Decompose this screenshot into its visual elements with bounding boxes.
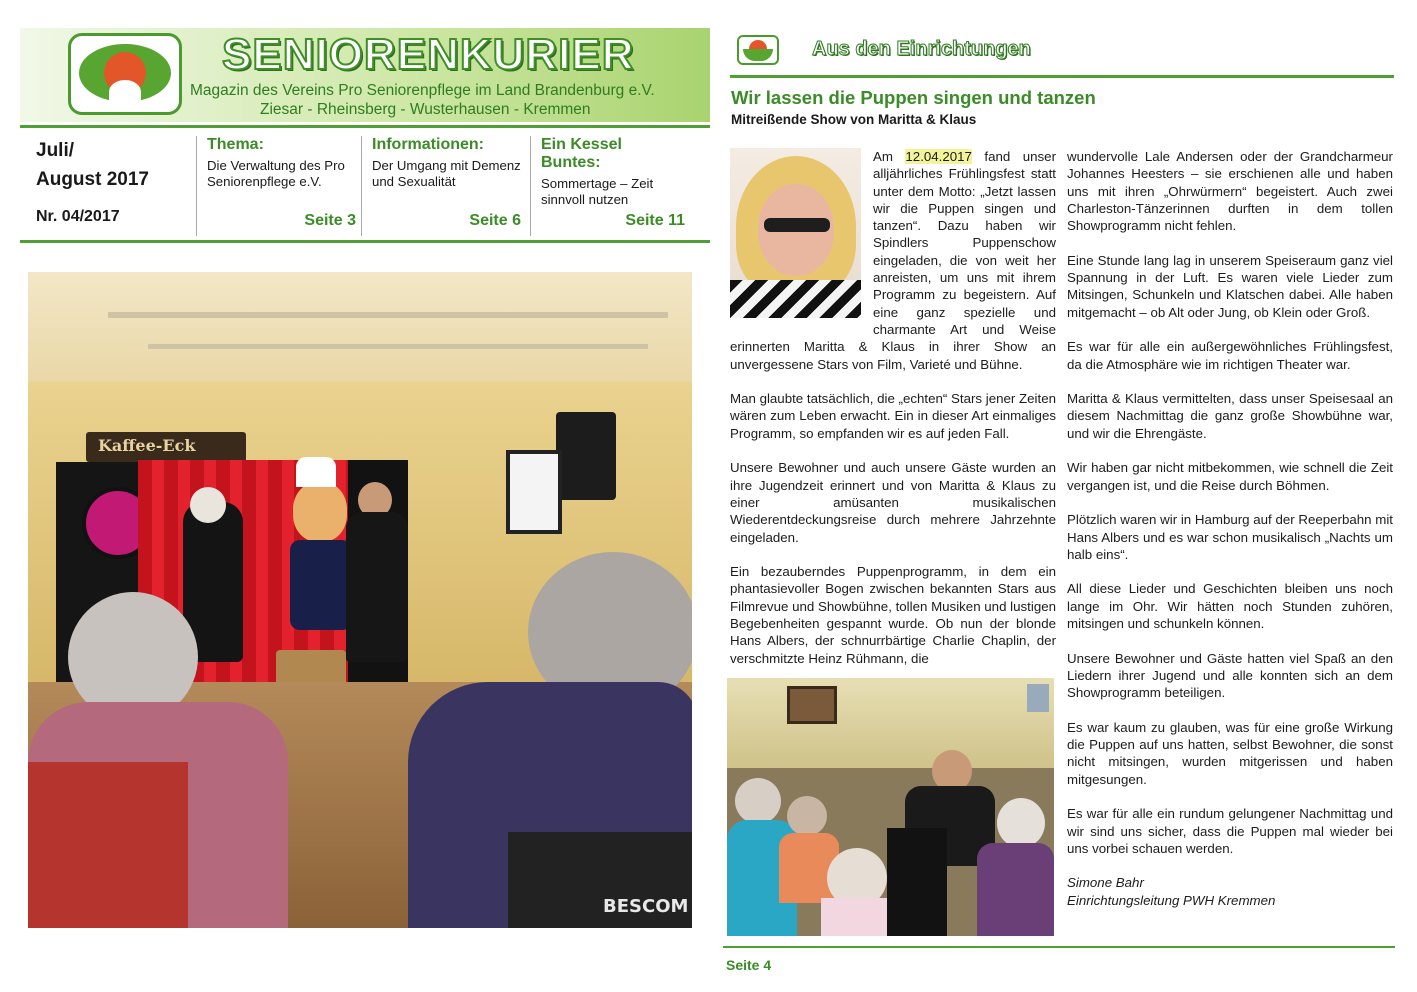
paragraph-6: Eine Stunde lang lag in unserem Speiseraum ganz viel Spannung in der Luft. Es waren viele Lieder zum Mitsingen, Schunkeln und Klatschen dabei. Alle haben mitgemacht – ob Alt oder Jung, ob Klein oder Groß. [1067, 252, 1393, 320]
section-title: Aus den Einrichtungen [812, 38, 1031, 60]
teaser-thema[interactable] [196, 136, 356, 236]
teaser-heading: Informationen: [372, 136, 484, 153]
paragraph-2: Man glaubte tatsächlich, die „echten“ Stars jener Zeiten wären zum Leben erwacht. Ein in dieser Art einmaliges Programm, so empfanden wir es auf jeden Fall. [730, 391, 1056, 441]
magazine-title: SENIORENKURIER [222, 30, 635, 79]
paragraph-8: Maritta & Klaus vermittelten, dass unser Speisesaal an diesem Nachmittag die ganz große Showbühne war, und wir die Ehrengäste. [1067, 391, 1393, 441]
paragraph-14: Es war für alle ein rundum gelungener Nachmittag und wir sind uns sicher, dass die Puppen mal wieder bei uns vorbei schauen werden. [1067, 806, 1393, 856]
article-column-1 [730, 148, 1056, 684]
section-divider [730, 75, 1394, 78]
paragraph-11: All diese Lieder und Geschichten bleiben uns noch lange im Ohr. Wir hätten noch Stunden zuhören, mitsingen und schunkeln können. [1067, 581, 1393, 632]
section-logo-icon [737, 35, 779, 65]
author-role: Einrichtungsleitung PWH Kremmen [1067, 892, 1276, 908]
article-subheadline: Mitreißende Show von Maritta & Klaus [731, 112, 977, 127]
issue-date-line1: Juli/ [36, 140, 75, 161]
chair-brand-text: BESCOM [603, 896, 689, 917]
teaser-heading: Ein Kessel Buntes: [541, 136, 622, 171]
teaser-divider [20, 240, 710, 243]
portrait-photo [730, 148, 861, 318]
teaser-page-link[interactable]: Seite 3 [304, 212, 356, 229]
magazine-locations: Ziesar - Rheinsberg - Wusterhausen - Kremmen [260, 101, 591, 118]
issue-date [36, 136, 186, 194]
author-name: Simone Bahr [1067, 875, 1144, 891]
paragraph-4: Ein bezauberndes Puppenprogramm, in dem ein phantasievoller Bogen zwischen bekannten Stars aus Filmrevue und Showbühne, tollen Musiken und lustigen Begebenheiten gespannt wurde. Ob nun der blonde Hans Albers, der schnurrbärtige Charlie Chaplin, der verschmitzte Heinz Rühmann, die [730, 564, 1056, 666]
teaser-heading: Thema: [207, 136, 264, 153]
paragraph-7: Es war für alle ein außergewöhnliches Frühlingsfest, da die Atmosphäre wie im richtigen Theater war. [1067, 339, 1393, 372]
paragraph-10: Plötzlich waren wir in Hamburg auf der Reeperbahn mit Hans Albers und es war schon musikalisch „Nachts um halb eins“. [1067, 512, 1393, 562]
paragraph-9: Wir haben gar nicht mitbekommen, wie schnell die Zeit vergangen ist, und die Reise durch Böhmen. [1067, 460, 1393, 493]
cover-photo-puppet-show [28, 272, 692, 928]
teaser-page-link[interactable]: Seite 11 [625, 212, 685, 229]
teaser-kessel-buntes[interactable] [530, 136, 685, 236]
paragraph-5: wundervolle Lale Andersen oder der Grandcharmeur Johannes Heesters – sie erschienen alle und haben uns mit ihren „Ohrwürmern“ begeistert. Auch zwei Charleston-Tänzerinnen durften in dem tollen Showprogramm nicht fehlen. [1067, 149, 1393, 234]
teaser-text: Der Umgang mit Demenz und Sexualität [372, 158, 521, 189]
footer-divider [723, 946, 1395, 948]
teaser-text: Sommertage – Zeit sinnvoll nutzen [541, 176, 654, 207]
teaser-informationen[interactable] [361, 136, 521, 236]
event-date: 12.04.2017 [905, 149, 972, 164]
article-column-2 [1067, 148, 1393, 909]
p1-body: fand unser alljährliches Frühlingsfest statt unter dem Motto: „Jetzt lassen wir die Puppen singen und tanzen“. Dazu haben wir Spindlers Puppenschow eingeladen, die von weit her anreisten, um uns mit ihrem Programm zu begeistern. Auf eine ganz spezielle und charmante Art und Weise erinnerten Maritta & Klaus in ihrer Show an unvergessene Stars von Film, Varieté und Bühne. [730, 149, 1057, 372]
magazine-subtitle: Magazin des Vereins Pro Seniorenpflege im Land Brandenburg e.V. [190, 82, 655, 99]
paragraph-3: Unsere Bewohner und auch unsere Gäste wurden an ihre Jugendzeit erinnert und von Maritta & Klaus zu einer amüsanten musikalischen Wiederentdeckungsreise durch mehrere Jahrzehnte eingeladen. [730, 460, 1056, 545]
paragraph-12: Unsere Bewohner und Gäste hatten viel Spaß an den Liedern ihrer Jugend und alle konnten sich an dem Showprogramm beteiligen. [1067, 650, 1393, 701]
teaser-text: Die Verwaltung des Pro Seniorenpflege e.V. [207, 158, 345, 189]
teaser-page-link[interactable]: Seite 6 [469, 212, 521, 229]
masthead-divider [20, 125, 710, 128]
issue-date-line2: August 2017 [36, 169, 149, 190]
verein-logo [68, 33, 182, 115]
p1-lead: Am [873, 149, 893, 164]
group-photo-audience [727, 678, 1054, 936]
article-headline: Wir lassen die Puppen singen und tanzen [731, 87, 1096, 108]
page-number: Seite 4 [726, 957, 772, 973]
kaffee-eck-sign: Kaffee-Eck [98, 436, 196, 455]
paragraph-13: Es war kaum zu glauben, was für eine große Wirkung die Puppen auf uns hatten, selbst Bewohner, die sonst nicht mitsingen, wurden mitgerissen und haben mitgesungen. [1067, 719, 1393, 787]
issue-number: Nr. 04/2017 [36, 208, 120, 225]
